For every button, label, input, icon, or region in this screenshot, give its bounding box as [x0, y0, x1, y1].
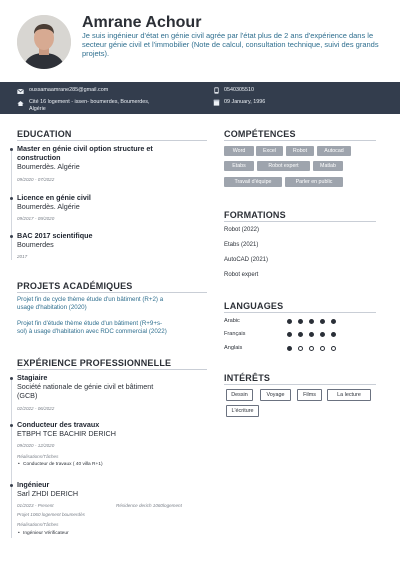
education-timeline [11, 150, 12, 260]
job-dates: 02/2022 - 06/2022 [17, 406, 55, 411]
job-dates: 01/2023 - Present [17, 503, 54, 508]
interest-tag: Films [297, 389, 322, 401]
task-bullet: • [18, 462, 20, 467]
language-level-dot [287, 332, 292, 337]
task-bullet: • [18, 531, 20, 536]
language-level-dot [298, 346, 303, 351]
skill-tag: Robot [286, 146, 314, 156]
languages-heading: LANGUAGES [224, 301, 284, 311]
language-level-dot [287, 319, 292, 324]
project-line: Projet fin d'étude thème étude d'un bâtiment (R+9+s- [17, 320, 163, 327]
timeline-dot [10, 148, 13, 151]
formation-item: Robot expert [224, 272, 259, 278]
email-icon [17, 88, 24, 94]
timeline-dot [10, 197, 13, 200]
contact-email[interactable]: oussamaamrane285@gmail.com [29, 87, 109, 93]
formation-item: Robot (2022) [224, 227, 260, 233]
experience-divider [17, 369, 207, 370]
interest-tag: Dessin [226, 389, 253, 401]
job-tasks-label: Réalisations/Tâches [17, 522, 59, 527]
language-level-dot [320, 346, 325, 351]
skill-tag: Autocad [317, 146, 351, 156]
skill-tag: Etabs [224, 161, 254, 171]
timeline-dot [10, 377, 13, 380]
calendar-icon [213, 99, 220, 105]
languages-divider [224, 312, 376, 313]
job-task: Ingénieur Vérificateur [23, 531, 69, 536]
language-level-dot [309, 346, 314, 351]
interest-tag: L'écriture [226, 405, 259, 417]
language-level-dot [287, 346, 292, 351]
job-title: Stagiaire [17, 373, 48, 382]
interests-heading: INTÉRÊTS [224, 373, 271, 383]
language-name: Français [224, 331, 246, 337]
language-level-dot [309, 332, 314, 337]
experience-heading: EXPÉRIENCE PROFESSIONNELLE [17, 358, 172, 368]
language-level-dot [320, 332, 325, 337]
job-project: Projet 1060 logement boumerdès [17, 512, 85, 517]
timeline-dot [10, 235, 13, 238]
timeline-dot [10, 484, 13, 487]
profile-summary: Je suis ingénieur d'état en génie civil agrée par l'état plus de 2 ans d'expérience dans le secteur génie civil et l'immobilier (Note de calcul, consultation technique, suivi des grands projets). [82, 31, 379, 58]
resume-header [0, 0, 400, 82]
language-name: Anglais [224, 345, 243, 351]
project-line-cont: sol) à usage d'habitation avec RDC commercial (2022) [17, 328, 167, 335]
language-level-dot [320, 319, 325, 324]
timeline-dot [10, 424, 13, 427]
language-level-dot [331, 319, 336, 324]
job-title: Ingénieur [17, 480, 50, 489]
skill-tag: Travail d'équipe [224, 177, 282, 187]
job-company: Société nationale de génie civil et bâtiment [17, 382, 154, 391]
formations-divider [224, 221, 376, 222]
formations-heading: FORMATIONS [224, 210, 286, 220]
education-place: Boumerdes [17, 240, 54, 249]
job-company: ETBPH TCE BACHIR DERICH [17, 429, 116, 438]
education-place: Boumerdès. Algérie [17, 162, 80, 171]
candidate-name: Amrane Achour [82, 14, 202, 31]
formation-item: Etabs (2021) [224, 242, 259, 248]
skills-divider [224, 140, 376, 141]
education-heading: EDUCATION [17, 129, 72, 139]
contact-phone[interactable]: 0540305510 [224, 87, 254, 93]
skill-tag: Robot expert [257, 161, 310, 171]
project-line-cont: usage d'habitation (2020) [17, 304, 87, 311]
education-title: Master en génie civil option structure et [17, 144, 153, 153]
job-location: Résidence derich 1060logement [116, 503, 182, 508]
job-company-cont: (GCB) [17, 391, 38, 400]
location-icon [17, 100, 24, 106]
interest-tag: Voyage [260, 389, 291, 401]
interest-tag: La lecture [327, 389, 371, 401]
language-level-dot [331, 332, 336, 337]
project-line: Projet fin de cycle thème étude d'un bâtiment (R+2) a [17, 296, 164, 303]
language-level-dot [298, 319, 303, 324]
contact-address-line2: Algérie [29, 106, 46, 112]
education-dates: 09/2017 - 09/2020 [17, 216, 55, 221]
education-title: Licence en génie civil [17, 193, 91, 202]
skills-heading: COMPÉTENCES [224, 129, 296, 139]
education-dates: 2017 [17, 254, 28, 259]
skill-tag: Matlab [313, 161, 343, 171]
education-divider [17, 140, 207, 141]
contact-birthdate: 09 January, 1996 [224, 99, 266, 105]
job-tasks-label: Réalisations/Tâches [17, 454, 59, 459]
contact-address-line1: Cité 16 logement - issen- boumerdes, Boumerdes, [29, 99, 150, 105]
interests-divider [224, 384, 376, 385]
formation-item: AutoCAD (2021) [224, 257, 269, 263]
education-title-cont: construction [17, 153, 61, 162]
education-dates: 09/2020 - 07/2022 [17, 177, 55, 182]
experience-timeline [11, 378, 12, 538]
profile-photo [17, 15, 71, 69]
language-level-dot [309, 319, 314, 324]
language-level-dot [331, 346, 336, 351]
projects-heading: PROJETS ACADÉMIQUES [17, 281, 133, 291]
language-name: Arabic [224, 318, 240, 324]
job-dates: 09/2020 - 12/2020 [17, 443, 55, 448]
language-level-dot [298, 332, 303, 337]
education-title: BAC 2017 scientifique [17, 231, 93, 240]
education-place: Boumerdès. Algérie [17, 202, 80, 211]
job-task: Conducteur de travaux ( 40 villa R+1) [23, 462, 103, 467]
skill-tag: Parler en public [285, 177, 343, 187]
skill-tag: Word [224, 146, 254, 156]
job-title: Conducteur des travaux [17, 420, 100, 429]
phone-icon [213, 87, 220, 93]
contact-bar [0, 82, 400, 114]
skill-tag: Excel [256, 146, 283, 156]
projects-divider [17, 292, 207, 293]
job-company: Sarl ZHDI DERICH [17, 489, 79, 498]
